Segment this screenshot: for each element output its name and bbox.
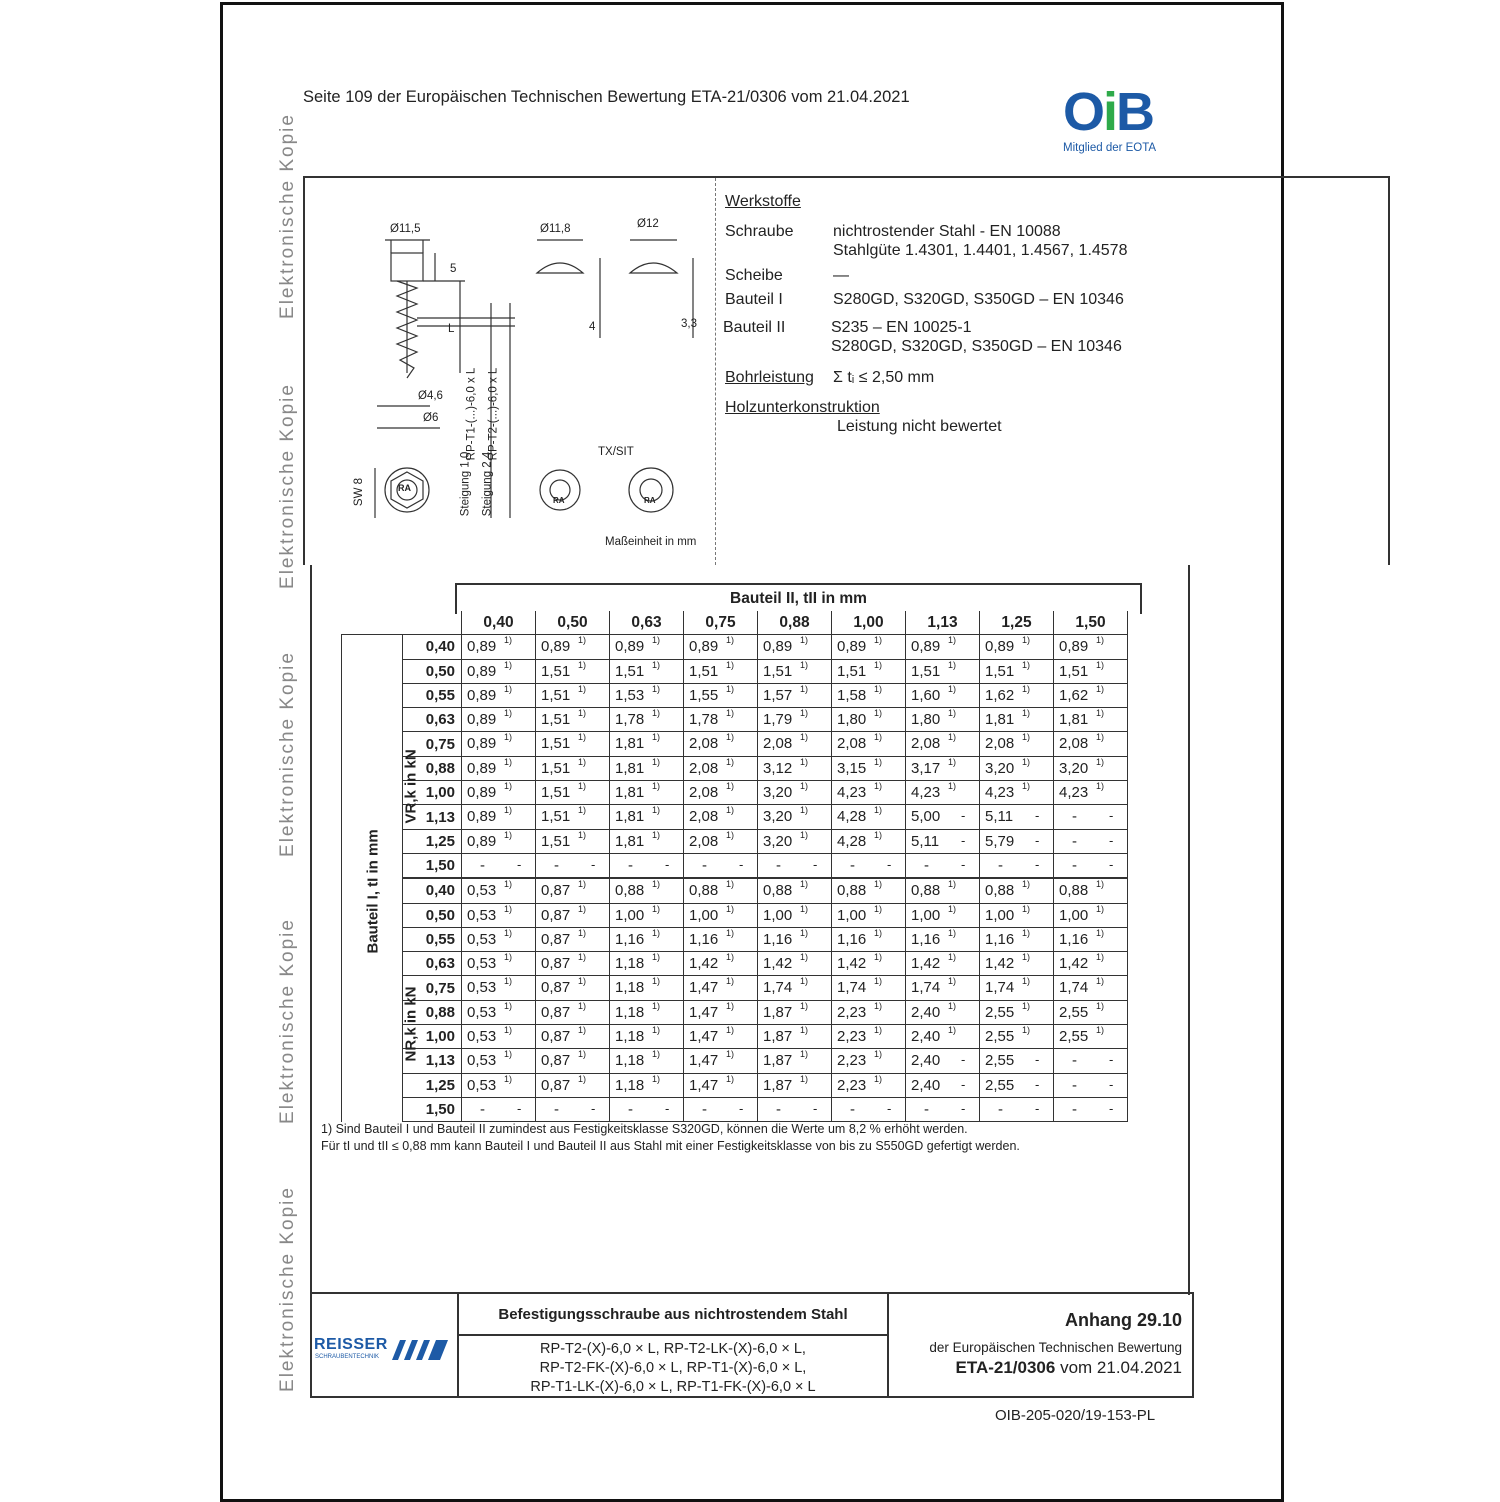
table-cell: - - xyxy=(684,853,758,878)
table-cell: 0,88 1) xyxy=(758,878,832,903)
brand-mark-icon xyxy=(392,1338,452,1362)
table-cell: 4,23 1) xyxy=(906,781,980,805)
product-title: Befestigungsschraube aus nichtrostendem Stahl xyxy=(498,1306,848,1323)
table-cell: 0,53 1) xyxy=(462,976,536,1000)
table-cell: 2,08 1) xyxy=(1054,732,1128,756)
table-cell: 0,89 1) xyxy=(684,635,758,659)
table-cell: 0,53 1) xyxy=(462,1025,536,1049)
table-cell: 1,81 1) xyxy=(610,805,684,829)
table-cell: - - xyxy=(1054,1097,1128,1121)
table-cell: 1,51 1) xyxy=(832,659,906,683)
bauteil1-label: Bauteil I xyxy=(725,291,783,308)
table-cell: 0,89 1) xyxy=(462,805,536,829)
table-cell: 2,55 - xyxy=(980,1073,1054,1097)
watermark-3: Elektronische Kopie xyxy=(277,651,298,857)
row-header: 0,63 xyxy=(403,952,462,976)
table-cell: 3,20 1) xyxy=(758,781,832,805)
table-cell: 1,81 1) xyxy=(610,829,684,853)
row-header: 1,25 xyxy=(403,1073,462,1097)
table-cell: 1,00 1) xyxy=(684,903,758,927)
logo-subtitle: Mitglied der EOTA xyxy=(1063,142,1157,154)
table-cell: 1,80 1) xyxy=(832,708,906,732)
table-cell: 2,40 1) xyxy=(906,1000,980,1024)
row-header: 1,00 xyxy=(403,1025,462,1049)
table-cell: 1,81 1) xyxy=(1054,708,1128,732)
table-cell: 0,53 1) xyxy=(462,1073,536,1097)
table-cell: 0,87 1) xyxy=(536,903,610,927)
table-cell: 0,87 1) xyxy=(536,878,610,903)
table-cell: 1,42 1) xyxy=(1054,952,1128,976)
col-header: 0,40 xyxy=(462,611,536,635)
table-cell: - - xyxy=(832,1097,906,1121)
table-cell: - - xyxy=(1054,829,1128,853)
row-header: 1,50 xyxy=(403,1097,462,1121)
table-cell: 0,89 1) xyxy=(462,756,536,780)
table-cell: - - xyxy=(462,1097,536,1121)
table-cell: 2,08 1) xyxy=(684,756,758,780)
col-header: 0,75 xyxy=(684,611,758,635)
table-cell: 3,12 1) xyxy=(758,756,832,780)
bauteil2-value-2: S280GD, S320GD, S350GD – EN 10346 xyxy=(831,338,1122,355)
title-cell xyxy=(459,1294,889,1396)
table-cell: 0,89 1) xyxy=(462,781,536,805)
table-cell: 0,89 1) xyxy=(462,635,536,659)
table-cell: 1,57 1) xyxy=(758,683,832,707)
col-header: 0,50 xyxy=(536,611,610,635)
table-cell: - - xyxy=(1054,1073,1128,1097)
table-cell: 2,55 1) xyxy=(1054,1025,1128,1049)
footnote-1: 1) Sind Bauteil I und Bauteil II zumindest aus Festigkeitsklasse S320GD, können die Werte um 8,2 % erhöht werden. xyxy=(321,1122,968,1136)
schraube-value-1: nichtrostender Stahl - EN 10088 xyxy=(833,223,1061,240)
table-title: Bauteil II, tII in mm xyxy=(730,590,867,607)
table-cell: 2,55 - xyxy=(980,1049,1054,1073)
table-cell: 1,81 1) xyxy=(610,781,684,805)
table-cell: 1,51 1) xyxy=(610,659,684,683)
table-cell: 1,55 1) xyxy=(684,683,758,707)
table-cell: 4,23 1) xyxy=(980,781,1054,805)
table-cell: 0,88 1) xyxy=(906,878,980,903)
title-block xyxy=(310,1292,1194,1398)
table-cell: 0,53 1) xyxy=(462,1000,536,1024)
table-cell: 2,40 - xyxy=(906,1073,980,1097)
models-line-3: RP-T1-LK-(X)-6,0 × L, RP-T1-FK-(X)-6,0 × L xyxy=(530,1379,816,1395)
watermark-1: Elektronische Kopie xyxy=(277,113,298,319)
table-cell: 1,51 1) xyxy=(758,659,832,683)
col-header: 1,13 xyxy=(906,611,980,635)
col-header: 0,88 xyxy=(758,611,832,635)
table-cell: 2,08 1) xyxy=(980,732,1054,756)
table-cell: - - xyxy=(1054,853,1128,878)
brand-sub: SCHRAUBENTECHNIK xyxy=(315,1354,380,1360)
table-cell: 1,74 1) xyxy=(980,976,1054,1000)
table-cell: 4,23 1) xyxy=(1054,781,1128,805)
row-header: 1,13 xyxy=(403,1049,462,1073)
table-cell: 0,89 1) xyxy=(906,635,980,659)
row-header: 0,50 xyxy=(403,903,462,927)
table-cell: 0,89 1) xyxy=(1054,635,1128,659)
eta-date: vom 21.04.2021 xyxy=(1060,1358,1182,1377)
holz-value: Leistung nicht bewertet xyxy=(837,418,1002,435)
row-header: 1,50 xyxy=(403,853,462,878)
table-cell: 1,51 1) xyxy=(536,708,610,732)
row-header: 1,13 xyxy=(403,805,462,829)
table-cell: 1,00 1) xyxy=(610,903,684,927)
table-cell: 0,89 1) xyxy=(758,635,832,659)
table-cell: 3,17 1) xyxy=(906,756,980,780)
bauteil2-label: Bauteil II xyxy=(723,319,786,336)
table-cell: 0,89 1) xyxy=(462,708,536,732)
table-cell: - - xyxy=(980,853,1054,878)
axis-label-nr: NR,k in kN xyxy=(402,986,420,1062)
unit-note: Maßeinheit in mm xyxy=(605,536,697,548)
dim-d115: Ø11,5 xyxy=(390,223,421,235)
table-cell: - - xyxy=(906,1097,980,1121)
row-header: 0,55 xyxy=(403,927,462,951)
table-cell: 0,88 1) xyxy=(1054,878,1128,903)
table-title-cell xyxy=(455,583,1142,614)
table-cell: - - xyxy=(906,853,980,878)
table-cell: 0,88 1) xyxy=(610,878,684,903)
table-cell: 3,20 1) xyxy=(758,829,832,853)
dim-l: L xyxy=(448,323,455,335)
table-cell: - - xyxy=(832,853,906,878)
label-t1: RP-T1-(...)-6,0 x L xyxy=(465,367,478,461)
bauteil1-value: S280GD, S320GD, S350GD – EN 10346 xyxy=(833,291,1124,308)
models-line-1: RP-T2-(X)-6,0 × L, RP-T2-LK-(X)-6,0 × L, xyxy=(540,1341,806,1357)
table-cell: 1,74 1) xyxy=(832,976,906,1000)
scheibe-label: Scheibe xyxy=(725,267,783,284)
footnote-2: Für tI und tII ≤ 0,88 mm kann Bauteil I und Bauteil II aus Stahl mit einer Festigkeitsklasse von bis zu S550GD gefertigt werden. xyxy=(321,1139,1020,1153)
table-cell: 5,79 - xyxy=(980,829,1054,853)
table-cell: 2,08 1) xyxy=(684,732,758,756)
footnotes xyxy=(321,1121,1020,1155)
table-cell: 1,81 1) xyxy=(610,756,684,780)
table-cell: 0,87 1) xyxy=(536,1073,610,1097)
table-cell: 0,89 1) xyxy=(462,829,536,853)
table-cell: 1,60 1) xyxy=(906,683,980,707)
table-cell: - - xyxy=(1054,1049,1128,1073)
table-cell: 1,18 1) xyxy=(610,1025,684,1049)
schraube-value-2: Stahlgüte 1.4301, 1.4401, 1.4567, 1.4578 xyxy=(833,242,1128,259)
table-cell: 2,55 1) xyxy=(980,1025,1054,1049)
page-header: Seite 109 der Europäischen Technischen Bewertung ETA-21/0306 vom 21.04.2021 xyxy=(303,88,910,106)
table-cell: 0,87 1) xyxy=(536,1025,610,1049)
table-cell: 5,00 - xyxy=(906,805,980,829)
label-s2: Steigung 2,4 xyxy=(481,451,494,517)
row-header: 0,40 xyxy=(403,635,462,659)
table-cell: 1,47 1) xyxy=(684,1049,758,1073)
table-cell: 2,23 1) xyxy=(832,1073,906,1097)
table-cell: 1,47 1) xyxy=(684,1025,758,1049)
table-cell: 1,16 1) xyxy=(832,927,906,951)
table-cell: 2,23 1) xyxy=(832,1025,906,1049)
table-cell: 1,16 1) xyxy=(758,927,832,951)
table-cell: 1,58 1) xyxy=(832,683,906,707)
werkstoffe-heading: Werkstoffe xyxy=(725,193,801,210)
scheibe-value: — xyxy=(833,267,849,284)
table-cell: 0,87 1) xyxy=(536,1049,610,1073)
watermark-2: Elektronische Kopie xyxy=(277,383,298,589)
table-cell: 2,08 1) xyxy=(906,732,980,756)
col-header: 1,25 xyxy=(980,611,1054,635)
table-cell: 0,89 1) xyxy=(980,635,1054,659)
table-cell: 0,87 1) xyxy=(536,952,610,976)
brand-name: REISSER xyxy=(314,1336,388,1353)
table-cell: 1,79 1) xyxy=(758,708,832,732)
table-cell: 0,89 1) xyxy=(536,635,610,659)
label-s1: Steigung 1,0 xyxy=(459,451,472,517)
table-cell: 0,53 1) xyxy=(462,952,536,976)
table-cell: 0,88 1) xyxy=(684,878,758,903)
table-cell: 1,51 1) xyxy=(536,683,610,707)
col-header: 1,00 xyxy=(832,611,906,635)
table-cell: 1,18 1) xyxy=(610,952,684,976)
table-cell: - - xyxy=(758,1097,832,1121)
table-cell: 1,87 1) xyxy=(758,1049,832,1073)
table-cell: 1,74 1) xyxy=(906,976,980,1000)
row-header: 0,50 xyxy=(403,659,462,683)
table-cell: - - xyxy=(758,853,832,878)
table-cell: 4,28 1) xyxy=(832,805,906,829)
row-header: 0,75 xyxy=(403,976,462,1000)
table-cell: 1,80 1) xyxy=(906,708,980,732)
row-header: 0,75 xyxy=(403,732,462,756)
table-cell: 1,51 1) xyxy=(1054,659,1128,683)
table-cell: 0,53 1) xyxy=(462,927,536,951)
table-cell: 0,89 1) xyxy=(832,635,906,659)
table-cell: - - xyxy=(684,1097,758,1121)
table-cell: 1,51 1) xyxy=(980,659,1054,683)
table-cell: 1,00 1) xyxy=(1054,903,1128,927)
table-cell: 2,08 1) xyxy=(684,805,758,829)
eta-line: der Europäischen Technischen Bewertung xyxy=(929,1340,1182,1355)
table-cell: 3,20 1) xyxy=(758,805,832,829)
table-cell: 1,00 1) xyxy=(832,903,906,927)
table-cell: 3,20 1) xyxy=(1054,756,1128,780)
dim-d46: Ø4,6 xyxy=(418,390,443,402)
bauteil2-value-1: S235 – EN 10025-1 xyxy=(831,319,972,336)
dim-d118: Ø11,8 xyxy=(540,223,571,235)
screw-drawing xyxy=(305,178,715,565)
table-cell: 4,23 1) xyxy=(832,781,906,805)
table-cell: 1,87 1) xyxy=(758,1000,832,1024)
table-cell: 1,18 1) xyxy=(610,1073,684,1097)
table-cell: 1,42 1) xyxy=(684,952,758,976)
table-cell: - - xyxy=(536,853,610,878)
table-cell: 1,62 1) xyxy=(980,683,1054,707)
table-cell: 1,16 1) xyxy=(906,927,980,951)
table-cell: - - xyxy=(610,853,684,878)
table-cell: 2,40 1) xyxy=(906,1025,980,1049)
table-cell: - - xyxy=(536,1097,610,1121)
row-header: 0,55 xyxy=(403,683,462,707)
table-cell: 0,87 1) xyxy=(536,976,610,1000)
table-cell: - - xyxy=(980,1097,1054,1121)
table-cell: 1,42 1) xyxy=(906,952,980,976)
table-cell: 1,18 1) xyxy=(610,1049,684,1073)
watermark-5: Elektronische Kopie xyxy=(277,1186,298,1392)
table-cell: 1,18 1) xyxy=(610,976,684,1000)
table-cell: 2,08 1) xyxy=(832,732,906,756)
table-cell: 0,87 1) xyxy=(536,1000,610,1024)
label-ra-1: RA xyxy=(398,483,411,493)
table-cell: 2,55 1) xyxy=(1054,1000,1128,1024)
table-cell: 1,47 1) xyxy=(684,976,758,1000)
dim-5: 5 xyxy=(450,263,457,275)
table-cell: 4,28 1) xyxy=(832,829,906,853)
dim-d12: Ø12 xyxy=(637,218,659,230)
table-cell: 0,53 1) xyxy=(462,1049,536,1073)
box-divider xyxy=(715,178,717,565)
eta-number: ETA-21/0306 xyxy=(955,1358,1056,1377)
oib-logo: OiB Mitglied der EOTA xyxy=(1063,85,1173,160)
table-cell: 1,74 1) xyxy=(1054,976,1128,1000)
label-sw: SW 8 xyxy=(353,477,366,507)
axis-label-t1: Bauteil I, tI in mm xyxy=(364,829,382,954)
table-cell: 5,11 - xyxy=(906,829,980,853)
dim-4: 4 xyxy=(589,321,596,333)
table-cell: 5,11 - xyxy=(980,805,1054,829)
table-cell: 1,16 1) xyxy=(980,927,1054,951)
table-cell: 1,51 1) xyxy=(684,659,758,683)
row-header: 0,88 xyxy=(403,1000,462,1024)
table-cell: 2,08 1) xyxy=(684,781,758,805)
table-cell: 1,78 1) xyxy=(610,708,684,732)
col-header: 0,63 xyxy=(610,611,684,635)
table-cell: 3,20 1) xyxy=(980,756,1054,780)
table-cell: 0,88 1) xyxy=(980,878,1054,903)
table-cell: 1,00 1) xyxy=(758,903,832,927)
table-cell: 0,89 1) xyxy=(462,732,536,756)
table-cell: 3,15 1) xyxy=(832,756,906,780)
spec-box xyxy=(303,176,1390,565)
axis-label-vr: VR,k in kN xyxy=(402,749,420,824)
table-cell: 1,51 1) xyxy=(536,732,610,756)
table-cell: 1,42 1) xyxy=(758,952,832,976)
table-cell: 1,00 1) xyxy=(906,903,980,927)
row-header: 0,40 xyxy=(403,878,462,903)
table-cell: 1,51 1) xyxy=(536,659,610,683)
table-cell: 1,16 1) xyxy=(1054,927,1128,951)
table-cell: 1,74 1) xyxy=(758,976,832,1000)
table-cell: 0,53 1) xyxy=(462,903,536,927)
table-cell: 2,40 - xyxy=(906,1049,980,1073)
label-t2: RP-T2-(...)-6,0 x L xyxy=(487,367,500,461)
table-cell: 1,87 1) xyxy=(758,1073,832,1097)
document-reference: OIB-205-020/19-153-PL xyxy=(995,1407,1156,1424)
table-cell: 2,55 1) xyxy=(980,1000,1054,1024)
table-cell: 1,51 1) xyxy=(536,829,610,853)
schraube-label: Schraube xyxy=(725,223,794,240)
row-header: 0,88 xyxy=(403,756,462,780)
table-cell: 1,16 1) xyxy=(684,927,758,951)
table-cell: - - xyxy=(1054,805,1128,829)
resistance-table xyxy=(341,611,1128,1122)
table-cell: 2,08 1) xyxy=(684,829,758,853)
document-page xyxy=(220,2,1284,1502)
bohr-value: Σ tᵢ ≤ 2,50 mm xyxy=(833,369,935,386)
table-cell: 1,16 1) xyxy=(610,927,684,951)
table-cell: 1,00 1) xyxy=(980,903,1054,927)
table-cell: 2,23 1) xyxy=(832,1000,906,1024)
table-cell: 0,53 1) xyxy=(462,878,536,903)
table-cell: 2,23 1) xyxy=(832,1049,906,1073)
table-cell: 1,53 1) xyxy=(610,683,684,707)
table-cell: 1,87 1) xyxy=(758,1025,832,1049)
label-ra-2: RA xyxy=(553,496,565,505)
table-cell: - - xyxy=(610,1097,684,1121)
annex-number: Anhang 29.10 xyxy=(1064,1310,1182,1330)
annex-cell xyxy=(889,1294,1192,1396)
table-cell: 1,51 1) xyxy=(536,805,610,829)
table-cell: 1,42 1) xyxy=(980,952,1054,976)
watermark-4: Elektronische Kopie xyxy=(277,918,298,1124)
label-ra-3: RA xyxy=(644,496,656,505)
table-cell: 1,47 1) xyxy=(684,1073,758,1097)
table-cell: 1,81 1) xyxy=(610,732,684,756)
table-cell: 0,88 1) xyxy=(832,878,906,903)
table-cell: 1,42 1) xyxy=(832,952,906,976)
bohr-label: Bohrleistung xyxy=(725,369,814,386)
table-cell: 0,89 1) xyxy=(462,683,536,707)
table-cell: 1,51 1) xyxy=(536,756,610,780)
table-cell: 0,89 1) xyxy=(610,635,684,659)
row-header: 0,63 xyxy=(403,708,462,732)
models-line-2: RP-T2-FK-(X)-6,0 × L, RP-T1-(X)-6,0 × L, xyxy=(539,1360,807,1376)
dim-d6: Ø6 xyxy=(423,412,439,424)
table-cell: 1,18 1) xyxy=(610,1000,684,1024)
table-cell: - - xyxy=(462,853,536,878)
table-cell: 1,51 1) xyxy=(536,781,610,805)
table-cell: 1,51 1) xyxy=(906,659,980,683)
table-cell: 0,87 1) xyxy=(536,927,610,951)
table-cell: 1,47 1) xyxy=(684,1000,758,1024)
table-cell: 1,62 1) xyxy=(1054,683,1128,707)
brand-cell xyxy=(312,1294,459,1396)
row-header: 1,25 xyxy=(403,829,462,853)
col-header: 1,50 xyxy=(1054,611,1128,635)
dim-33: 3,3 xyxy=(681,318,697,330)
table-cell: 1,78 1) xyxy=(684,708,758,732)
table-cell: 2,08 1) xyxy=(758,732,832,756)
label-txsit: TX/SIT xyxy=(598,446,634,458)
table-cell: 1,81 1) xyxy=(980,708,1054,732)
row-header: 1,00 xyxy=(403,781,462,805)
table-cell: 0,89 1) xyxy=(462,659,536,683)
holz-label: Holzunterkonstruktion xyxy=(725,399,880,416)
